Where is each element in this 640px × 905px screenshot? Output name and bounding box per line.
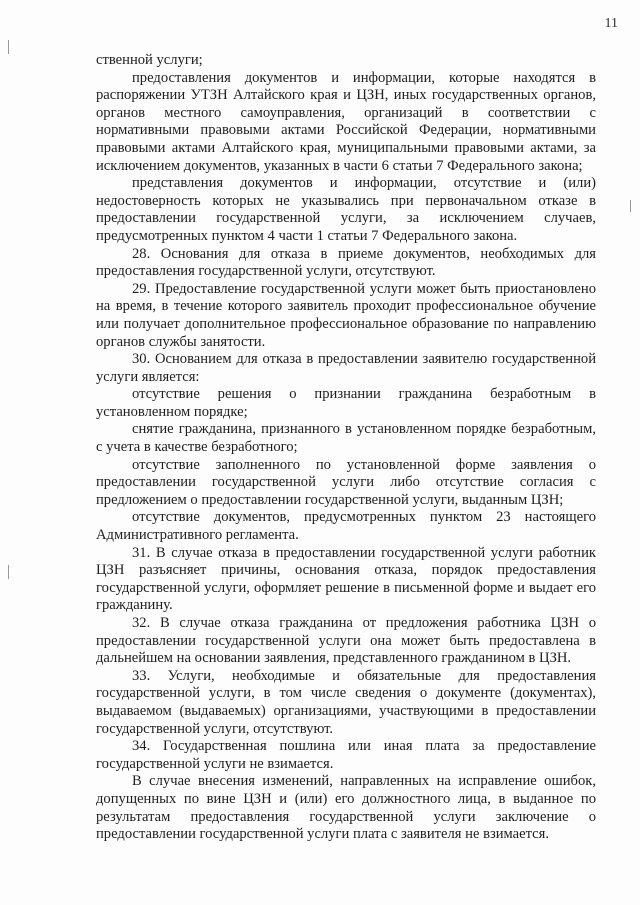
- paragraph: отсутствие заполненного по установленной форме заявления о предоставлении государственной услуги либо отсутствие согласия с предложением о предоставлении государственной услуги, выданным ЦЗН;: [96, 456, 596, 508]
- paragraph: 30. Основанием для отказа в предоставлении заявителю государственной услуги является:: [96, 351, 596, 385]
- page-number: 11: [604, 16, 618, 31]
- scan-edge-mark: [630, 200, 631, 212]
- scan-edge-mark: [8, 565, 9, 579]
- paragraph: отсутствие решения о признании гражданина безработным в установленном порядке;: [96, 386, 596, 420]
- paragraph: 31. В случае отказа в предоставлении государственной услуги работник ЦЗН разъясняет причины, основания отказа, порядок предоставления государственной услуги, оформляет решение в письменной форме и выдает его гражданину.: [96, 544, 596, 614]
- paragraph: 33. Услуги, необходимые и обязательные для предоставления государственной услуги, в том числе сведения о документе (документах), выдаваемом (выдаваемых) организациями, участвующими в предоставлении государственной услуги, отсутствуют.: [96, 667, 596, 737]
- paragraph: В случае внесения изменений, направленных на исправление ошибок, допущенных по вине ЦЗН и (или) его должностного лица, в выданное по результатам предоставления государственной услуги заключение о предоставлении государственной услуги плата с заявителя не взимается.: [96, 773, 596, 843]
- paragraph: отсутствие документов, предусмотренных пунктом 23 настоящего Административного регламента.: [96, 509, 596, 544]
- paragraph: 34. Государственная пошлина или иная плата за предоставление государственной услуги не взимается.: [96, 738, 596, 772]
- paragraph: представления документов и информации, отсутствие и (или) недостоверность которых не указывались при первоначальном отказе в предоставлении государственной услуги, за исключением случаев, предусмотренных пунктом 4 части 1 статьи 7 Федерального закона.: [96, 175, 596, 244]
- paragraph: 28. Основания для отказа в приеме документов, необходимых для предоставления государственной услуги, отсутствуют.: [96, 245, 596, 280]
- document-body: [96, 52, 596, 844]
- paragraph: 29. Предоставление государственной услуги может быть приостановлено на время, в течение которого заявитель проходит профессиональное обучение или получает дополнительное профессиональное образование по направлению органов службы занятости.: [96, 280, 596, 350]
- paragraph: ственной услуги;: [96, 52, 203, 68]
- paragraph: 32. В случае отказа гражданина от предложения работника ЦЗН о предоставлении государственной услуги она может быть предоставлена в дальнейшем на основании заявления, представленного гражданином в ЦЗН.: [96, 615, 596, 667]
- paragraph: предоставления документов и информации, которые находятся в распоряжении УТЗН Алтайского края и ЦЗН, иных государственных органов, органов местного самоуправления, организаций в соответствии с нормативными правовыми актами Российской Федерации, нормативными правовыми актами Алтайского края, муниципальными правовыми актами, за исключением документов, указанных в части 6 статьи 7 Федерального закона;: [96, 69, 596, 174]
- paragraph: снятие гражданина, признанного в установленном порядке безработным, с учета в качестве безработного;: [96, 421, 596, 456]
- scan-edge-mark: [8, 40, 9, 54]
